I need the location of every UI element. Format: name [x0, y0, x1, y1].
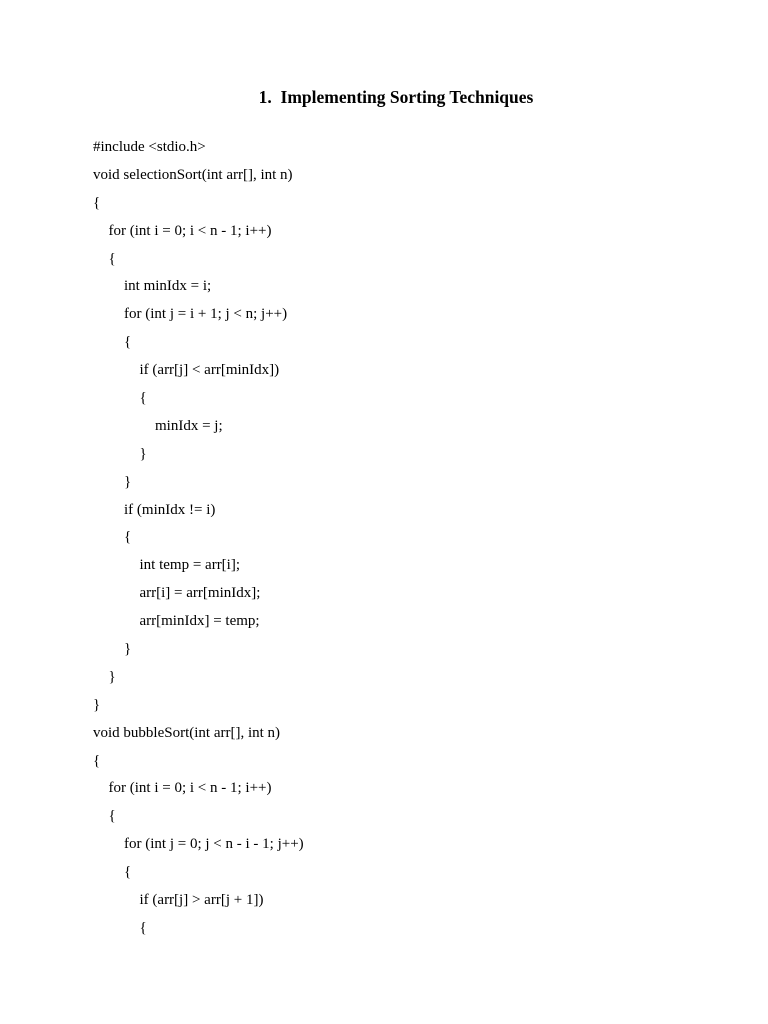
code-line: if (arr[j] < arr[minIdx]): [139, 362, 280, 379]
code-line: for (int i = 0; i < n - 1; i++): [108, 780, 272, 797]
code-line: arr[minIdx] = temp;: [139, 613, 260, 630]
code-line: #include <stdio.h>: [93, 139, 206, 155]
code-line: {: [139, 390, 147, 407]
code-line: for (int i = 0; i < n - 1; i++): [108, 222, 272, 239]
code-line: {: [124, 334, 132, 351]
code-line: {: [108, 808, 116, 825]
code-line: {: [93, 752, 101, 769]
code-line: {: [93, 194, 101, 211]
code-line: {: [139, 919, 147, 936]
code-line: {: [124, 864, 132, 881]
code-line: }: [124, 641, 132, 658]
code-line: }: [139, 445, 147, 462]
code-line: arr[i] = arr[minIdx];: [139, 585, 261, 602]
code-line: minIdx = j;: [155, 417, 223, 434]
code-line: void selectionSort(int arr[], int n): [93, 166, 293, 183]
code-line: }: [124, 473, 132, 490]
code-line: for (int j = 0; j < n - i - 1; j++): [124, 836, 304, 853]
page-title: 1. Implementing Sorting Techniques: [258, 87, 534, 107]
code-line: if (minIdx != i): [124, 501, 216, 518]
code-line: }: [93, 696, 101, 713]
code-line: }: [108, 668, 116, 685]
code-line: int temp = arr[i];: [139, 557, 241, 574]
code-line: int minIdx = i;: [124, 278, 212, 295]
code-line: for (int j = i + 1; j < n; j++): [124, 306, 288, 323]
code-line: if (arr[j] > arr[j + 1]): [139, 892, 264, 909]
code-block: [93, 136, 733, 945]
code-line: {: [108, 250, 116, 267]
code-line: {: [124, 529, 132, 546]
code-line: void bubbleSort(int arr[], int n): [93, 724, 281, 741]
